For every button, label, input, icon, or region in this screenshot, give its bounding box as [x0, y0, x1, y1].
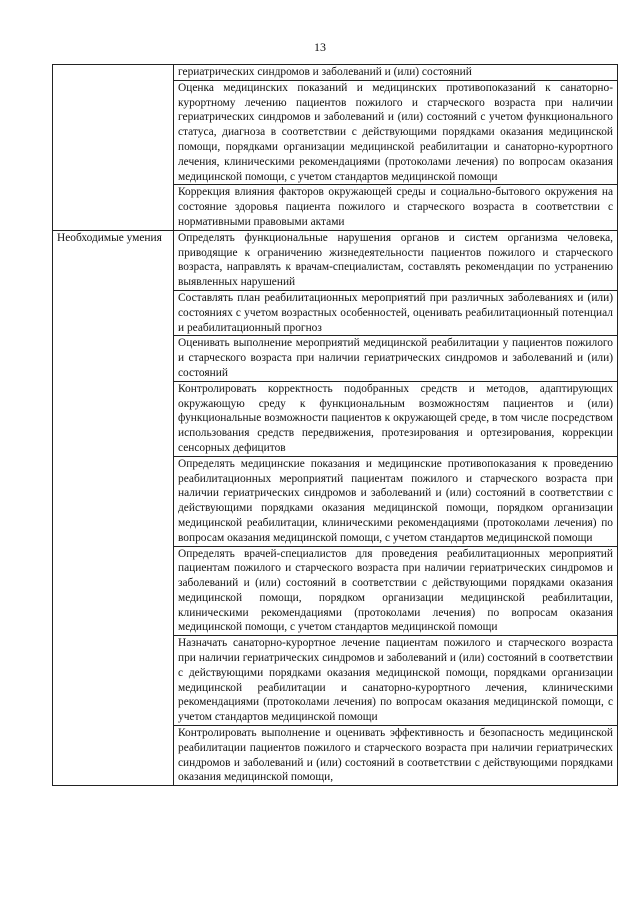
table-cell-skill: Оценивать выполнение мероприятий медицинской реабилитации у пациентов пожилого и старческого возраста при наличии гериатрических синдромов и заболеваний и (или) состояний — [174, 336, 618, 381]
table-cell-skill: Назначать санаторно-курортное лечение пациентам пожилого и старческого возраста при наличии гериатрических синдромов и заболеваний и (или) состояний в соответствии с действующими порядками оказания медицинской помощи, порядками организации медицинской реабилитации и санаторно-курортного лечения, клиническими рекомендациями (протоколами лечения) по вопросам оказания медицинской помощи, с учетом стандартов медицинской помощи — [174, 636, 618, 726]
table-row — [53, 230, 618, 290]
table-cell-skill: Определять врачей-специалистов для проведения реабилитационных мероприятий пациентам пожилого и старческого возраста при наличии гериатрических синдромов и заболеваний и (или) состояний в соответствии с действующими порядками оказания медицинской помощи, порядком организации медицинской реабилитации, клиническими рекомендациями (протоколами лечения) по вопросам оказания медицинской помощи, с учетом стандартов медицинской помощи — [174, 546, 618, 636]
table-cell-knowledge: Оценка медицинских показаний и медицинских противопоказаний к санаторно-курортному лечению пациентов пожилого и старческого возраста при наличии гериатрических синдромов и заболеваний и (или) состояний с учетом функционального статуса, диагноза в соответствии с действующими порядками оказания медицинской помощи, порядками организации медицинской реабилитации и санаторно-курортного лечения, клиническими рекомендациями (протоколами лечения) по вопросам оказания медицинской помощи, с учетом стандартов медицинской помощи — [174, 80, 618, 185]
page-number: 13 — [314, 40, 326, 54]
table-cell-continued: гериатрических синдромов и заболеваний и (или) состояний — [174, 65, 618, 81]
table-cell-empty — [53, 65, 174, 231]
table-cell-knowledge: Коррекция влияния факторов окружающей среды и социально-бытового окружения на состояние здоровья пациента пожилого и старческого возраста в соответствии с нормативными правовыми актами — [174, 185, 618, 230]
table-cell-skill: Контролировать корректность подобранных средств и методов, адаптирующих окружающую среду к функциональным возможностям пациентов и (или) функциональные возможности пациентов к окружающей среде, в том числе посредством использования средств передвижения, протезирования и ортезирования, коррекции сенсорных дефицитов — [174, 381, 618, 456]
table-cell-skill: Контролировать выполнение и оценивать эффективность и безопасность медицинской реабилитации пациентов пожилого и старческого возраста при наличии гериатрических синдромов и заболеваний и (или) состояний в соответствии с действующими порядками оказания медицинской помощи, — [174, 726, 618, 786]
table-row — [53, 65, 618, 81]
table-cell-skill: Определять медицинские показания и медицинские противопоказания к проведению реабилитационных мероприятий пациентам пожилого и старческого возраста при наличии гериатрических синдромов и заболеваний и (или) состояний в соответствии с действующими порядками оказания медицинской помощи, порядком организации медицинской реабилитации, клиническими рекомендациями (протоколами лечения) по вопросам оказания медицинской помощи, с учетом стандартов медицинской помощи — [174, 456, 618, 546]
requirements-table — [52, 64, 618, 786]
table-cell-skill: Составлять план реабилитационных мероприятий при различных заболеваниях и (или) состояниях с учетом возрастных особенностей, оценивать реабилитационный потенциал и реабилитационный прогноз — [174, 290, 618, 335]
skills-label: Необходимые умения — [53, 230, 174, 785]
table-cell-skill: Определять функциональные нарушения органов и систем организма человека, приводящие к ограничению жизнедеятельности пациентов пожилого и старческого возраста, направлять к врачам-специалистам, составлять рекомендации по устранению выявленных нарушений — [174, 230, 618, 290]
